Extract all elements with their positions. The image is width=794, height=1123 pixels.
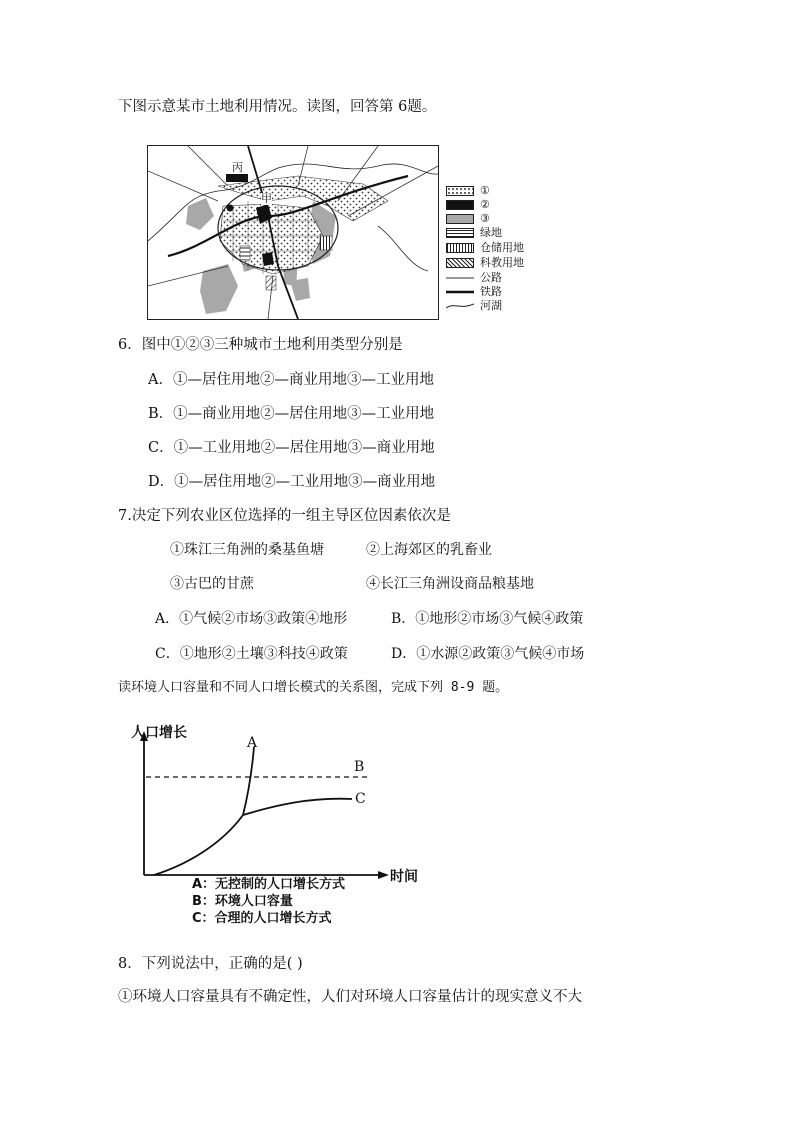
legend-item xyxy=(446,226,502,239)
q6-stem: 6．图中①②③三种城市土地利用类型分别是 xyxy=(118,337,403,353)
legend-item xyxy=(446,285,502,298)
chart-legend-c: C：合理的人口增长方式 xyxy=(192,911,332,926)
q6-option-a: A．①—居住用地②—商业用地③—工业用地 xyxy=(148,372,434,388)
chart-legend-a: A：无控制的人口增长方式 xyxy=(192,877,346,892)
curve-a-label: A xyxy=(247,735,258,751)
q7-option-c: C．①地形②土壤③科技④政策 xyxy=(155,646,348,662)
legend-label: 科教用地 xyxy=(480,256,524,269)
legend-item xyxy=(446,212,490,225)
map-legend xyxy=(446,184,556,316)
diag-swatch-icon xyxy=(446,258,474,268)
curve-c-reasonable xyxy=(243,799,352,815)
rail-line-icon xyxy=(446,287,474,297)
curve-a-uncontrolled xyxy=(243,747,254,815)
q7-item-3: ③古巴的甘蔗 xyxy=(170,576,254,592)
q8-option-1: ①环境人口容量具有不确定性，人们对环境人口容量估计的现实意义不大 xyxy=(118,989,582,1005)
river-line-icon xyxy=(446,301,474,311)
q6-option-b: B．①—商业用地②—居住用地③—工业用地 xyxy=(148,406,435,422)
curve-shared-segment xyxy=(154,815,243,875)
map-label-bing: 丙 xyxy=(232,161,243,174)
q7-option-a: A．①气候②市场③政策④地形 xyxy=(155,611,348,627)
land-use-map-drawing xyxy=(148,146,438,319)
map-label-jia: 甲 xyxy=(261,192,272,205)
chart-x-axis-label: 时间 xyxy=(390,869,418,885)
x-axis-arrow-icon xyxy=(378,871,389,879)
legend-label: 仓储用地 xyxy=(480,241,524,254)
legend-label: 公路 xyxy=(480,271,502,284)
legend-item xyxy=(446,241,524,254)
q6-option-c: C．①—工业用地②—居住用地③—商业用地 xyxy=(148,440,435,456)
vlines-swatch-icon xyxy=(446,243,474,253)
chart-intro-text: 读环境人口容量和不同人口增长模式的关系图，完成下列 8-9 题。 xyxy=(118,680,509,695)
legend-label: 铁路 xyxy=(480,285,502,298)
legend-item xyxy=(446,184,490,197)
legend-label: ③ xyxy=(480,212,490,225)
q7-stem: 7.决定下列农业区位选择的一组主导区位因素依次是 xyxy=(118,508,451,524)
land-use-map xyxy=(147,145,439,320)
q6-option-d: D．①—居住用地②—工业用地③—商业用地 xyxy=(148,474,436,490)
q7-option-d: D．①水源②政策③气候④市场 xyxy=(391,646,585,662)
hlines-swatch-icon xyxy=(446,228,474,238)
legend-label: 绿地 xyxy=(480,226,502,239)
q8-stem: 8．下列说法中，正确的是( ) xyxy=(118,956,303,972)
curve-b-label: B xyxy=(354,759,365,775)
dots-swatch-icon xyxy=(446,186,474,196)
q7-item-2: ②上海郊区的乳畜业 xyxy=(366,542,492,558)
legend-label: 河湖 xyxy=(480,299,502,312)
gray-swatch-icon xyxy=(446,214,474,224)
road-line-icon xyxy=(446,273,474,283)
legend-item xyxy=(446,271,502,284)
black-swatch-icon xyxy=(446,200,474,210)
curve-c-label: C xyxy=(355,791,366,807)
q7-option-b: B．①地形②市场③气候④政策 xyxy=(391,611,584,627)
q7-item-1: ①珠江三角洲的桑基鱼塘 xyxy=(170,542,324,558)
legend-item xyxy=(446,256,524,269)
legend-item xyxy=(446,299,502,312)
legend-label: ② xyxy=(480,198,490,211)
chart-y-axis-label: 人口增长 xyxy=(131,725,187,741)
legend-label: ① xyxy=(480,184,490,197)
chart-legend-b: B：环境人口容量 xyxy=(192,894,293,909)
map-intro-text: 下图示意某市土地利用情况。读图，回答第 6题。 xyxy=(118,99,437,115)
legend-item xyxy=(446,198,490,211)
q7-item-4: ④长江三角洲设商品粮基地 xyxy=(366,576,534,592)
